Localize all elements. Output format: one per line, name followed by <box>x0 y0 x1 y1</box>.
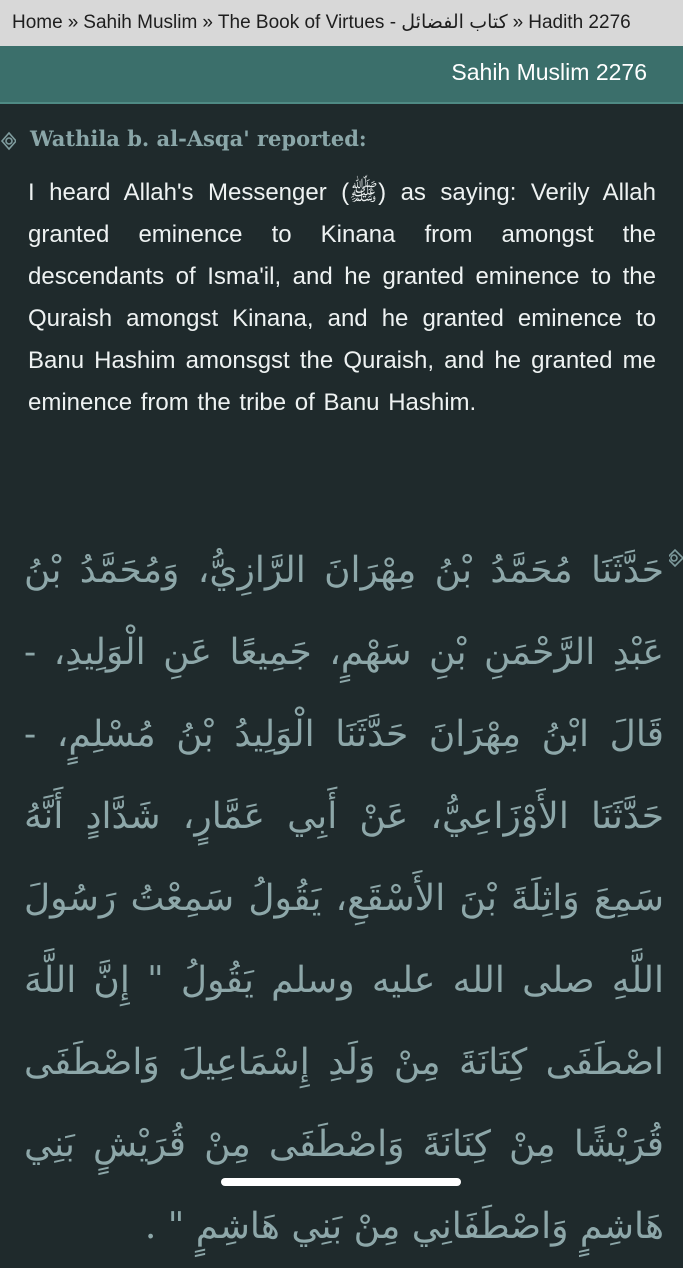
narrator-row <box>0 122 683 158</box>
breadcrumb-book-link[interactable]: The Book of Virtues - كتاب الفضائل <box>217 12 508 33</box>
ornament-icon <box>669 544 683 572</box>
narrator-line: Wathila b. al-Asqa' reported: <box>30 126 367 151</box>
breadcrumb-collection-link[interactable]: Sahih Muslim <box>83 12 198 33</box>
ornament-icon <box>0 128 16 154</box>
breadcrumb-separator: » <box>202 12 213 33</box>
arabic-text: حَدَّثَنَا مُحَمَّدُ بْنُ مِهْرَانَ الرَّازِيُّ، وَمُحَمَّدُ بْنُ عَبْدِ الرَّحْمَنِ بْنِ سَهْمٍ، جَمِيعًا عَنِ الْوَلِيدِ، - قَالَ ابْنُ مِهْرَانَ حَدَّثَنَا الْوَلِيدُ بْنُ مُسْلِمٍ، - حَدَّثَنَا الأَوْزَاعِيُّ، عَنْ أَبِي عَمَّارٍ، شَدَّادٍ أَنَّهُ سَمِعَ وَاثِلَةَ بْنَ الأَسْقَعِ، يَقُولُ سَمِعْتُ رَسُولَ اللَّهِ صلى الله عليه وسلم يَقُولُ " إِنَّ اللَّهَ اصْطَفَى كِنَانَةَ مِنْ وَلَدِ إِسْمَاعِيلَ وَاصْطَفَى قُرَيْشًا مِنْ كِنَانَةَ وَاصْطَفَى مِنْ قُرَيْشٍ بَنِي هَاشِمٍ وَاصْطَفَانِي مِنْ بَنِي هَاشِمٍ " . <box>24 550 664 1247</box>
home-indicator[interactable] <box>221 1178 461 1186</box>
breadcrumb <box>0 0 683 46</box>
breadcrumb-items <box>12 0 631 46</box>
breadcrumb-separator: » <box>512 12 524 33</box>
english-translation: I heard Allah's Messenger (ﷺ) as saying: Verily Allah granted eminence to Kinana from amongst the descendants of Isma'il, and he granted eminence to the Quraish amongst Kinana, and he granted eminence to Banu Hashim amonsgst the Quraish, and he granted me eminence from the tribe of Banu Hashim. <box>28 179 656 416</box>
breadcrumb-separator: » <box>67 12 79 33</box>
breadcrumb-hadith-current: Hadith 2276 <box>528 12 631 33</box>
breadcrumb-home-link[interactable]: Home <box>12 12 63 33</box>
page-header <box>0 46 683 104</box>
page-title: Sahih Muslim 2276 <box>451 59 647 85</box>
